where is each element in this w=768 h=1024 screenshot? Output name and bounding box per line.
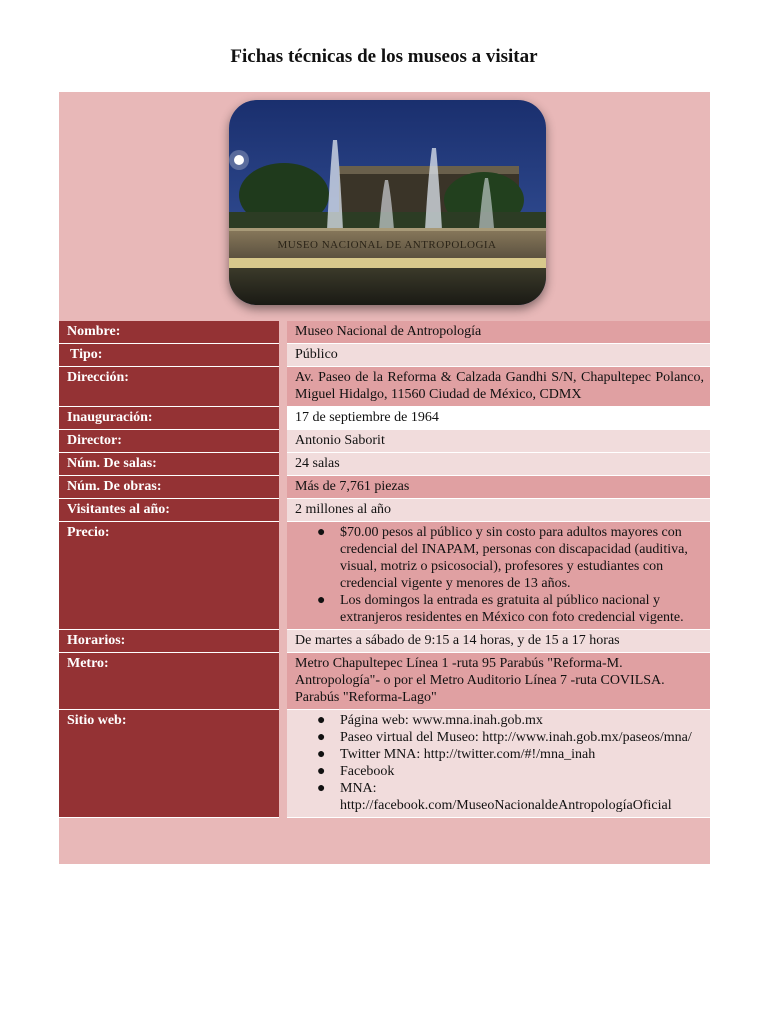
bullet-icon: ● — [317, 764, 326, 779]
list-item — [317, 524, 704, 592]
row-label-salas: Núm. De salas: — [59, 453, 283, 476]
row-value-direccion: Av. Paseo de la Reforma & Calzada Gandhi S/N, Chapultepec Polanco, Miguel Hidalgo, 11560 Ciudad de México, CDMX — [283, 367, 710, 407]
bullet-icon: ● — [317, 781, 326, 796]
table-row — [59, 430, 710, 453]
row-label-tipo-text: Tipo: — [70, 347, 103, 362]
row-value-inauguracion: 17 de septiembre de 1964 — [283, 407, 710, 430]
table-row — [59, 476, 710, 499]
row-value-horarios: De martes a sábado de 9:15 a 14 horas, y de 15 a 17 horas — [283, 630, 710, 653]
museum-photo — [229, 100, 546, 305]
sitio-item-text: Facebook — [340, 764, 395, 779]
bullet-icon: ● — [317, 730, 326, 745]
table-row — [59, 453, 710, 476]
row-label-director: Director: — [59, 430, 283, 453]
list-item — [317, 592, 704, 626]
row-label-direccion: Dirección: — [59, 367, 283, 407]
row-value-sitio — [283, 710, 710, 818]
table-row — [59, 522, 710, 630]
row-label-visitantes: Visitantes al año: — [59, 499, 283, 522]
row-value-metro: Metro Chapultepec Línea 1 -ruta 95 Parabús "Reforma-M. Antropología"- o por el Metro Auditorio Línea 7 -ruta COVILSA. Parabús "Reforma-Lago" — [283, 653, 710, 710]
row-value-visitantes: 2 millones al año — [283, 499, 710, 522]
row-label-sitio: Sitio web: — [59, 710, 283, 818]
table-row — [59, 499, 710, 522]
row-value-nombre: Museo Nacional de Antropología — [283, 321, 710, 344]
table-row — [59, 710, 710, 818]
table-row — [59, 367, 710, 407]
precio-item-text: $70.00 pesos al público y sin costo para adultos mayores con credencial del INAPAM, personas con discapacidad (auditiva, visual, motriz o psicosocial), profesores y estudiantes con credencial vigente y menores de 13 años. — [340, 525, 688, 591]
list-item — [317, 780, 704, 814]
sitio-list — [295, 712, 704, 814]
bullet-icon: ● — [317, 713, 326, 728]
row-label-inauguracion: Inauguración: — [59, 407, 283, 430]
row-label-metro: Metro: — [59, 653, 283, 710]
table-row — [59, 321, 710, 344]
row-value-director: Antonio Saborit — [283, 430, 710, 453]
row-label-nombre: Nombre: — [59, 321, 283, 344]
row-value-precio — [283, 522, 710, 630]
page-title: Fichas técnicas de los museos a visitar — [230, 46, 538, 67]
bullet-icon: ● — [317, 747, 326, 762]
row-label-tipo — [59, 344, 283, 367]
row-label-horarios: Horarios: — [59, 630, 283, 653]
museum-data-table — [59, 321, 710, 818]
table-row — [59, 344, 710, 367]
table-row — [59, 653, 710, 710]
row-value-tipo: Público — [283, 344, 710, 367]
row-label-obras: Núm. De obras: — [59, 476, 283, 499]
row-label-precio: Precio: — [59, 522, 283, 630]
table-row — [59, 630, 710, 653]
bullet-icon: ● — [317, 593, 326, 608]
table-row — [59, 407, 710, 430]
list-item — [317, 746, 704, 763]
sitio-item-text: Twitter MNA: http://twitter.com/#!/mna_inah — [340, 747, 596, 762]
sitio-item-text: MNA: http://facebook.com/MuseoNacionaldeAntropologíaOficial — [340, 781, 672, 813]
bullet-icon: ● — [317, 525, 326, 540]
sitio-item-text: Paseo virtual del Museo: http://www.inah.gob.mx/paseos/mna/ — [340, 730, 692, 745]
list-item — [317, 729, 704, 746]
precio-list — [295, 524, 704, 626]
list-item — [317, 763, 704, 780]
sitio-item-text: Página web: www.mna.inah.gob.mx — [340, 713, 543, 728]
photo-sign-text: MUSEO NACIONAL DE ANTROPOLOGIA — [277, 239, 497, 251]
list-item — [317, 712, 704, 729]
precio-item-text: Los domingos la entrada es gratuita al público nacional y extranjeros residentes en México con foto credencial vigente. — [340, 593, 684, 625]
row-value-obras: Más de 7,761 piezas — [283, 476, 710, 499]
row-value-salas: 24 salas — [283, 453, 710, 476]
